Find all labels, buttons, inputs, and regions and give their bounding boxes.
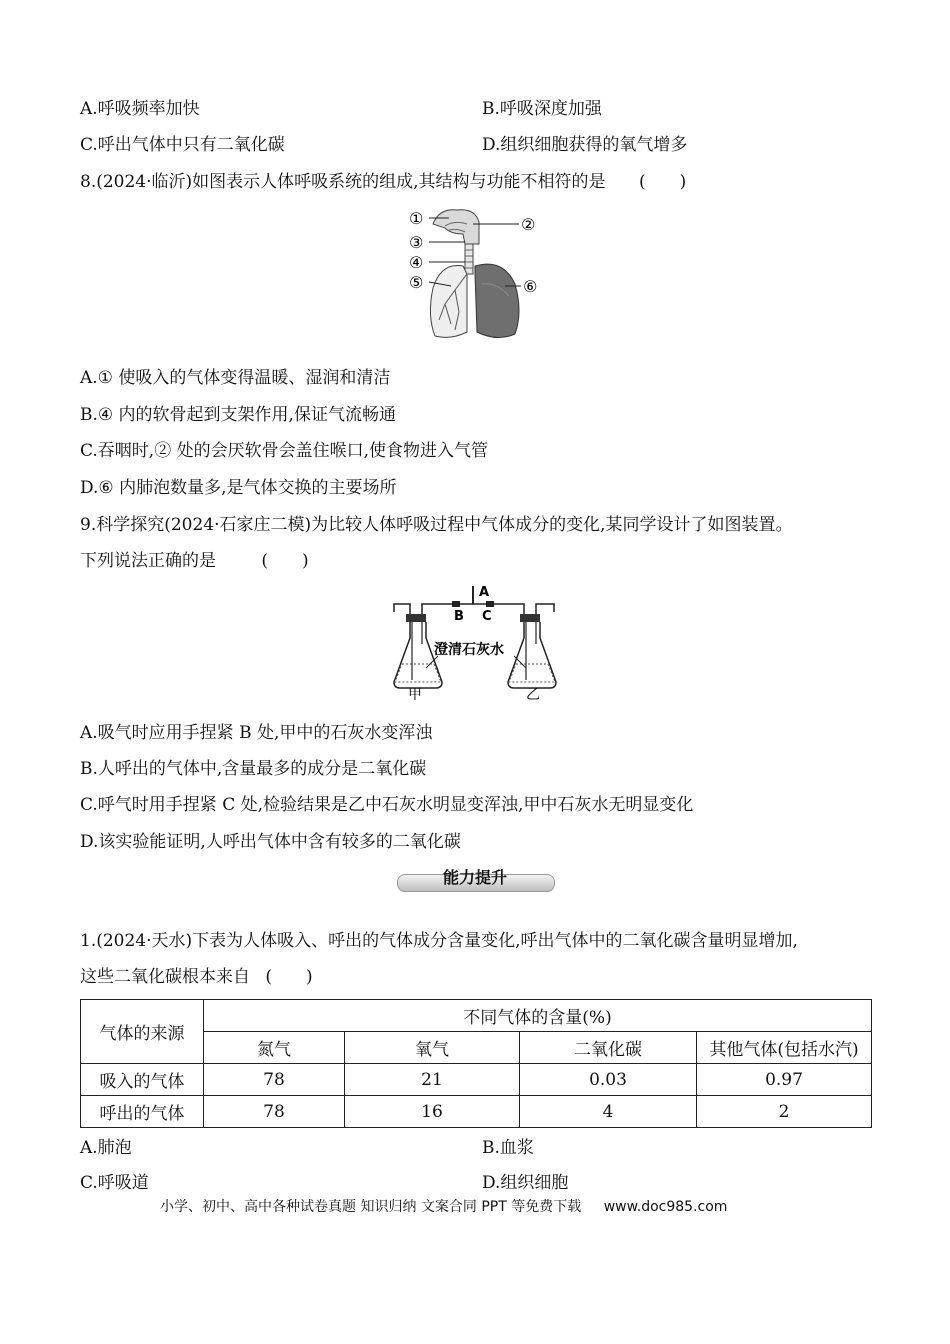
gas-content-table [80, 999, 872, 1128]
q9-option-b: B.人呼出的气体中,含量最多的成分是二氧化碳 [80, 759, 427, 779]
p1-stem-text: 这些二氧化碳根本来自 [80, 967, 250, 987]
table-cell: 16 [345, 1096, 520, 1128]
footer-text: 小学、初中、高中各种试卷真题 知识归纳 文案合同 PPT 等免费下载 [160, 1199, 582, 1215]
table-cell: 4 [520, 1096, 697, 1128]
right-lung [475, 264, 519, 337]
fig9-label-b: B [454, 609, 464, 624]
fig9-label-c: C [482, 609, 492, 624]
fig8-label-4: ④ [409, 253, 424, 272]
left-lung [430, 265, 467, 337]
table-column-header: 氮气 [204, 1032, 345, 1064]
q8-option-d: D.⑥ 内肺泡数量多,是气体交换的主要场所 [80, 478, 397, 498]
connecting-tube [422, 604, 524, 616]
section-banner [397, 866, 553, 894]
q7-option-d: D.组织细胞获得的氧气增多 [482, 135, 688, 155]
q8-option-b: B.④ 内的软骨起到支架作用,保证气流畅通 [80, 405, 396, 425]
p1-stem-line2 [80, 965, 313, 989]
fig9-label-limewater: 澄清石灰水 [434, 642, 504, 658]
table-cell: 78 [204, 1064, 345, 1096]
p1-option-d: D.组织细胞 [482, 1173, 569, 1193]
q8-answer-bracket: ( ) [638, 172, 687, 192]
section-title: 能力提升 [442, 868, 507, 887]
q9-stem-text: 下列说法正确的是 [80, 551, 216, 571]
q9-stem-line1: 9.科学探究(2024·石家庄二模)为比较人体呼吸过程中气体成分的变化,某同学设计了如图装置。 [80, 515, 793, 535]
fig9-label-jia: 甲 [408, 687, 422, 700]
table-row-header: 气体的来源 [81, 1000, 204, 1064]
footer-url[interactable]: www.doc985.com [603, 1199, 728, 1215]
table-cell: 0.03 [520, 1064, 697, 1096]
table-cell: 2 [697, 1096, 872, 1128]
p1-option-b: B.血浆 [482, 1138, 534, 1158]
trachea [465, 244, 473, 274]
q9-option-d: D.该实验能证明,人呼出气体中含有较多的二氧化碳 [80, 832, 461, 852]
q9-option-a: A.吸气时应用手捏紧 B 处,甲中的石灰水变浑浊 [80, 723, 433, 743]
q9-answer-bracket: ( ) [261, 551, 309, 571]
p1-answer-bracket: ( ) [265, 967, 313, 987]
table-row-label: 吸入的气体 [81, 1064, 204, 1096]
table-column-header: 氧气 [345, 1032, 520, 1064]
p1-option-c: C.呼吸道 [80, 1173, 149, 1193]
fig9-label-yi: 乙 [526, 687, 540, 700]
respiratory-system-figure [405, 204, 555, 344]
right-flask [508, 622, 556, 688]
clamp-c [486, 601, 494, 607]
table-row-label: 呼出的气体 [81, 1096, 204, 1128]
q8-option-a: A.① 使吸入的气体变得温暖、湿润和清洁 [80, 368, 391, 388]
q9-stem-line2 [80, 549, 309, 573]
q8-stem-text: 8.(2024·临沂)如图表示人体呼吸系统的组成,其结构与功能不相符的是 [80, 172, 606, 192]
table-cell: 78 [204, 1096, 345, 1128]
q7-option-c: C.呼出气体中只有二氧化碳 [80, 135, 285, 155]
q7-option-b: B.呼吸深度加强 [482, 99, 602, 119]
q9-option-c: C.呼气时用手捏紧 C 处,检验结果是乙中石灰水明显变浑浊,甲中石灰水无明显变化 [80, 795, 694, 815]
table-column-header: 二氧化碳 [520, 1032, 697, 1064]
right-stopper [520, 614, 540, 622]
fig8-label-5: ⑤ [409, 273, 424, 292]
q8-option-c: C.吞咽时,② 处的会厌软骨会盖住喉口,使食物进入气管 [80, 441, 489, 461]
table-row [81, 1096, 872, 1128]
table-cell: 0.97 [697, 1064, 872, 1096]
q8-stem [80, 170, 686, 194]
fig8-label-3: ③ [409, 233, 424, 252]
fig8-label-2: ② [521, 215, 536, 234]
q7-option-a: A.呼吸频率加快 [80, 99, 200, 119]
clamp-b [452, 601, 460, 607]
fig8-label-1: ① [409, 209, 424, 228]
fig8-label-6: ⑥ [523, 277, 538, 296]
table-row [81, 1064, 872, 1096]
fig9-label-a: A [479, 585, 490, 600]
limewater-apparatus-figure [390, 582, 560, 700]
table-group-header: 不同气体的含量(%) [204, 1000, 872, 1032]
footer [160, 1196, 727, 1218]
head-outline [433, 210, 479, 244]
table-column-header: 其他气体(包括水汽) [697, 1032, 872, 1064]
left-stopper [406, 614, 426, 622]
table-cell: 21 [345, 1064, 520, 1096]
p1-stem-line1: 1.(2024·天水)下表为人体吸入、呼出的气体成分含量变化,呼出气体中的二氧化碳含量明显增加, [80, 931, 798, 951]
p1-option-a: A.肺泡 [80, 1138, 132, 1158]
